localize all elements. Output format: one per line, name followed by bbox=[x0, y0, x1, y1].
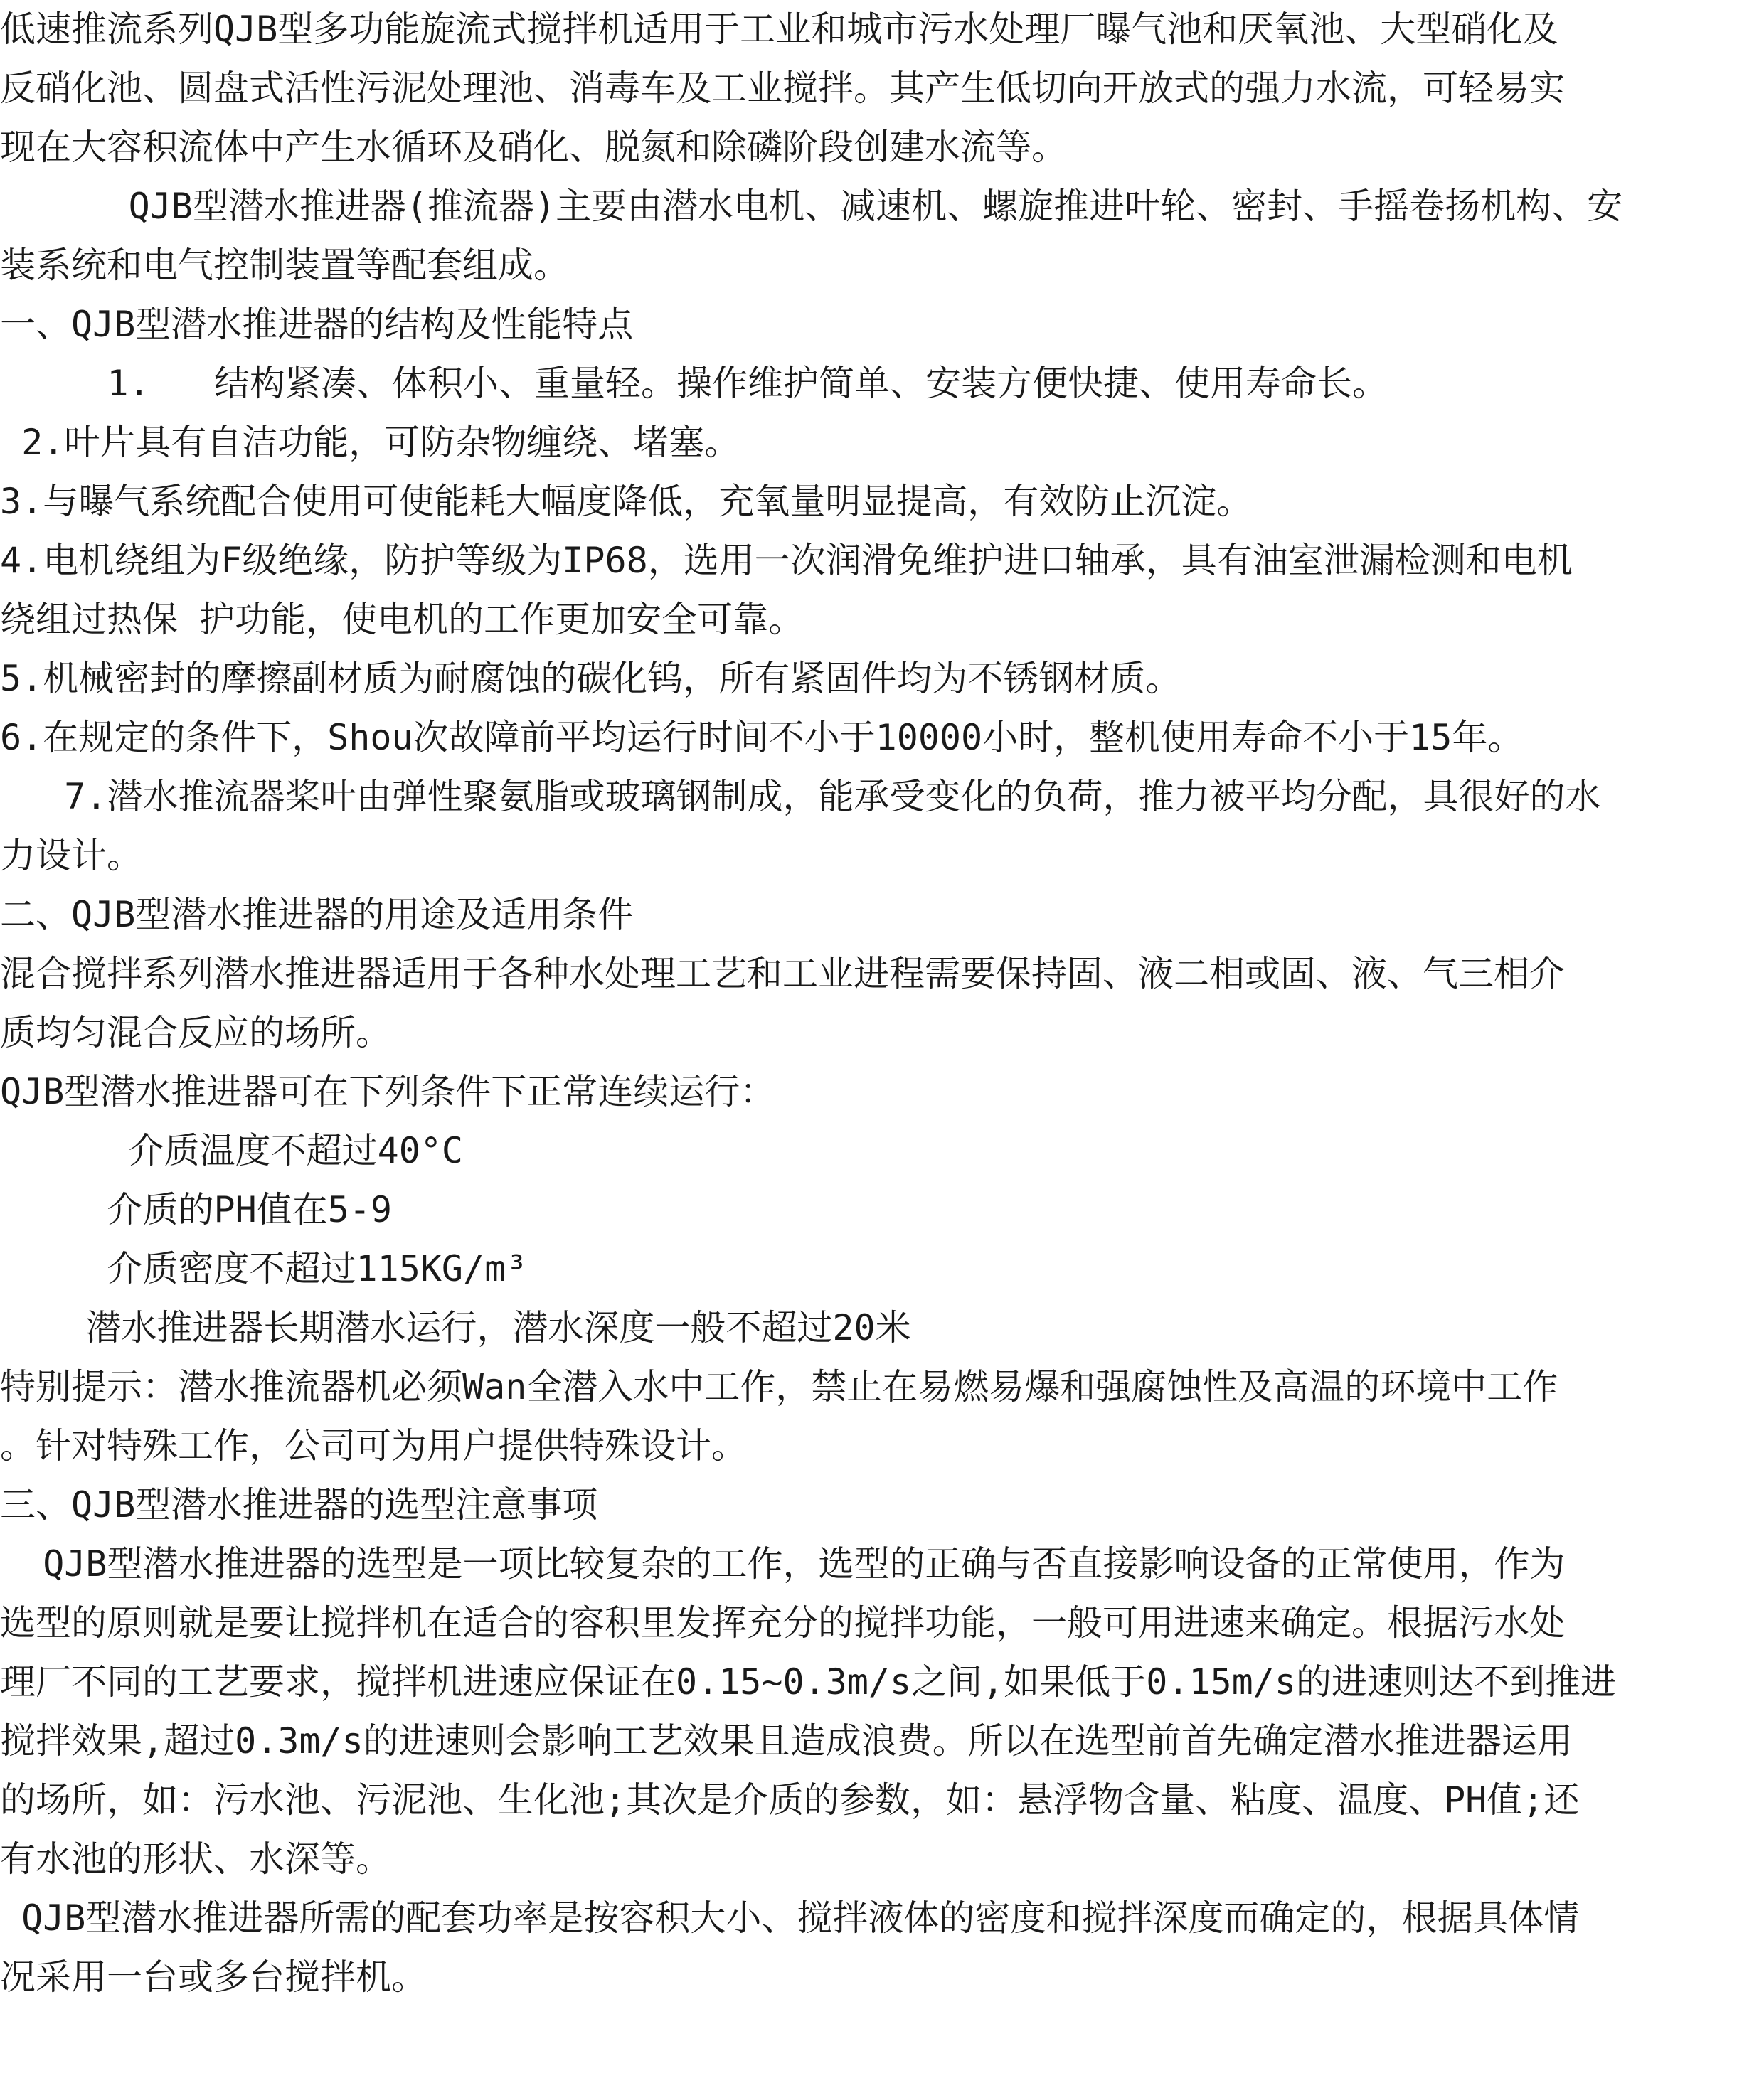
special-note-line-2: 。针对特殊工作，公司可为用户提供特殊设计。 bbox=[0, 1425, 747, 1466]
condition-ph: 介质的PH值在5-9 bbox=[0, 1189, 393, 1230]
section-heading-usage: 二、QJB型潜水推进器的用途及适用条件 bbox=[0, 894, 634, 935]
feature-item-4-line-2: 绕组过热保 护功能，使电机的工作更加安全可靠。 bbox=[0, 599, 804, 640]
section-heading-selection: 三、QJB型潜水推进器的选型注意事项 bbox=[0, 1484, 598, 1525]
conditions-intro: QJB型潜水推进器可在下列条件下正常连续运行： bbox=[0, 1071, 776, 1112]
selection-paragraph-line-6: 有水池的形状、水深等。 bbox=[0, 1838, 391, 1880]
feature-item-5: 5.机械密封的摩擦副材质为耐腐蚀的碳化钨，所有紧固件均为不锈钢材质。 bbox=[0, 658, 1181, 699]
selection-paragraph-line-1: QJB型潜水推进器的选型是一项比较复杂的工作，选型的正确与否直接影响设备的正常使用，作为 bbox=[0, 1543, 1566, 1584]
selection-paragraph-line-5: 的场所，如：污水池、污泥池、生化池;其次是介质的参数，如：悬浮物含量、粘度、温度、PH值;还 bbox=[0, 1779, 1580, 1821]
intro-paragraph-line-3: 现在大容积流体中产生水循环及硝化、脱氮和除磷阶段创建水流等。 bbox=[0, 127, 1067, 168]
power-paragraph-line-1: QJB型潜水推进器所需的配套功率是按容积大小、搅拌液体的密度和搅拌深度而确定的，根据具体情 bbox=[0, 1897, 1580, 1939]
selection-paragraph-line-4: 搅拌效果,超过0.3m/s的进速则会影响工艺效果且造成浪费。所以在选型前首先确定潜水推进器运用 bbox=[0, 1720, 1573, 1762]
condition-density: 介质密度不超过115KG/m³ bbox=[0, 1248, 528, 1289]
section-heading-structure: 一、QJB型潜水推进器的结构及性能特点 bbox=[0, 304, 634, 345]
feature-item-2: 2.叶片具有自洁功能，可防杂物缠绕、堵塞。 bbox=[0, 422, 740, 463]
condition-depth: 潜水推进器长期潜水运行，潜水深度一般不超过20米 bbox=[0, 1307, 911, 1348]
condition-temperature: 介质温度不超过40°C bbox=[0, 1130, 464, 1171]
selection-paragraph-line-2: 选型的原则就是要让搅拌机在适合的容积里发挥充分的搅拌功能，一般可用进速来确定。根据污水处 bbox=[0, 1602, 1565, 1644]
intro-paragraph-line-2: 反硝化池、圆盘式活性污泥处理池、消毒车及工业搅拌。其产生低切向开放式的强力水流，可轻易实 bbox=[0, 68, 1565, 109]
feature-item-4-line-1: 4.电机绕组为F级绝缘，防护等级为IP68，选用一次润滑免维护进口轴承，具有油室泄漏检测和电机 bbox=[0, 540, 1573, 581]
special-note-line-1: 特别提示：潜水推流器机必须Wan全潜入水中工作，禁止在易燃易爆和强腐蚀性及高温的环境中工作 bbox=[0, 1366, 1558, 1407]
feature-item-6: 6.在规定的条件下，Shou次故障前平均运行时间不小于10000小时，整机使用寿命不小于15年。 bbox=[0, 717, 1524, 758]
feature-item-7-line-1: 7.潜水推流器桨叶由弹性聚氨脂或玻璃钢制成，能承受变化的负荷，推力被平均分配，具很好的水 bbox=[0, 776, 1601, 817]
composition-paragraph-line-1: QJB型潜水推进器(推流器)主要由潜水电机、减速机、螺旋推进叶轮、密封、手摇卷扬机构、安 bbox=[0, 186, 1623, 227]
usage-paragraph-line-2: 质均匀混合反应的场所。 bbox=[0, 1012, 391, 1053]
composition-paragraph-line-2: 装系统和电气控制装置等配套组成。 bbox=[0, 245, 569, 286]
usage-paragraph-line-1: 混合搅拌系列潜水推进器适用于各种水处理工艺和工业进程需要保持固、液二相或固、液、气三相介 bbox=[0, 953, 1565, 994]
feature-item-1: 1. 结构紧凑、体积小、重量轻。操作维护简单、安装方便快捷、使用寿命长。 bbox=[0, 363, 1388, 404]
feature-item-3: 3.与曝气系统配合使用可使能耗大幅度降低，充氧量明显提高，有效防止沉淀。 bbox=[0, 481, 1253, 522]
intro-paragraph-line-1: 低速推流系列QJB型多功能旋流式搅拌机适用于工业和城市污水处理厂曝气池和厌氧池、大型硝化及 bbox=[0, 9, 1558, 50]
power-paragraph-line-2: 况采用一台或多台搅拌机。 bbox=[0, 1956, 427, 1998]
selection-paragraph-line-3: 理厂不同的工艺要求，搅拌机进速应保证在0.15~0.3m/s之间,如果低于0.15m/s的进速则达不到推进 bbox=[0, 1661, 1616, 1703]
feature-item-7-line-2: 力设计。 bbox=[0, 835, 142, 876]
